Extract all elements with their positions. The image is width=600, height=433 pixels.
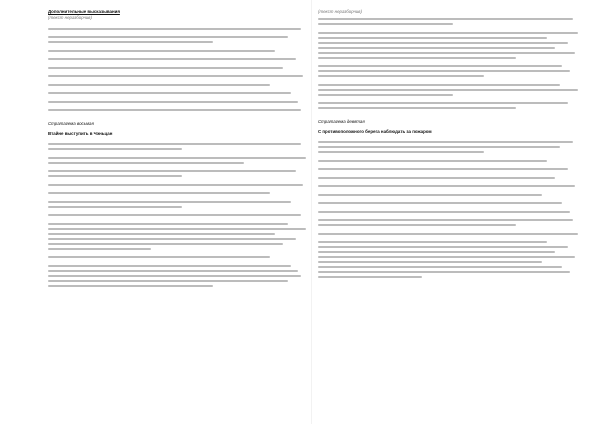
right-paragraphs-bottom — [318, 141, 578, 278]
paragraph-placeholder — [318, 141, 578, 153]
text-line-placeholder — [48, 157, 306, 159]
left-paragraphs-top — [48, 28, 306, 112]
text-line-placeholder — [318, 266, 562, 268]
right-illegible-note-top: (текст неразборчив) — [318, 9, 362, 14]
text-line-placeholder — [318, 32, 578, 34]
right-column — [318, 0, 578, 433]
text-line-placeholder — [318, 102, 568, 104]
text-line-placeholder — [318, 246, 568, 248]
text-line-placeholder — [318, 261, 542, 263]
right-paragraphs-top — [318, 18, 578, 109]
text-line-placeholder — [318, 70, 570, 72]
text-line-placeholder — [48, 285, 213, 287]
heading-additional-sayings: Дополнительные высказывания — [48, 9, 120, 14]
text-line-placeholder — [318, 47, 555, 49]
text-line-placeholder — [48, 143, 301, 145]
text-line-placeholder — [48, 233, 275, 235]
text-line-placeholder — [48, 223, 288, 225]
text-line-placeholder — [318, 65, 562, 67]
page-gutter — [311, 0, 312, 424]
text-line-placeholder — [48, 265, 291, 267]
text-line-placeholder — [318, 84, 560, 86]
text-line-placeholder — [48, 243, 283, 245]
section-label-ninth: Стратагема девятая — [318, 119, 365, 124]
text-line-placeholder — [48, 228, 306, 230]
text-line-placeholder — [318, 271, 570, 273]
text-line-placeholder — [48, 201, 291, 203]
text-line-placeholder — [318, 219, 573, 221]
paragraph-placeholder — [318, 219, 578, 226]
text-line-placeholder — [48, 36, 288, 38]
text-line-placeholder — [318, 37, 547, 39]
text-line-placeholder — [48, 238, 296, 240]
text-line-placeholder — [318, 256, 575, 258]
paragraph-placeholder — [318, 32, 578, 59]
left-illegible-note-top: (текст неразборчив) — [48, 15, 92, 20]
left-paragraphs-bottom — [48, 143, 306, 287]
text-line-placeholder — [318, 89, 578, 91]
paragraph-placeholder — [48, 36, 306, 43]
text-line-placeholder — [318, 276, 422, 278]
paragraph-placeholder — [318, 84, 578, 96]
paragraph-placeholder — [318, 65, 578, 77]
paragraph-placeholder — [48, 223, 306, 250]
text-line-placeholder — [48, 170, 296, 172]
text-line-placeholder — [318, 241, 547, 243]
text-line-placeholder — [318, 146, 560, 148]
paragraph-placeholder — [48, 170, 306, 177]
text-line-placeholder — [318, 251, 555, 253]
paragraph-placeholder — [318, 102, 578, 109]
section-label-eighth: Стратагема восьмая — [48, 121, 94, 126]
heading-ninth-stratagem: С противоположного берега наблюдать за пожаром — [318, 128, 432, 134]
text-line-placeholder — [318, 18, 573, 20]
paragraph-placeholder — [318, 18, 578, 25]
left-column — [48, 0, 306, 433]
text-line-placeholder — [318, 52, 575, 54]
paragraph-placeholder — [318, 241, 578, 278]
text-line-placeholder — [318, 141, 573, 143]
text-line-placeholder — [318, 42, 568, 44]
text-line-placeholder — [48, 275, 301, 277]
paragraph-placeholder — [48, 201, 306, 208]
text-line-placeholder — [48, 280, 288, 282]
text-line-placeholder — [48, 270, 298, 272]
paragraph-placeholder — [48, 143, 306, 150]
heading-eighth-stratagem: Втайне выступить в Чэньцан — [48, 130, 113, 136]
paragraph-placeholder — [48, 157, 306, 164]
paragraph-placeholder — [48, 265, 306, 287]
